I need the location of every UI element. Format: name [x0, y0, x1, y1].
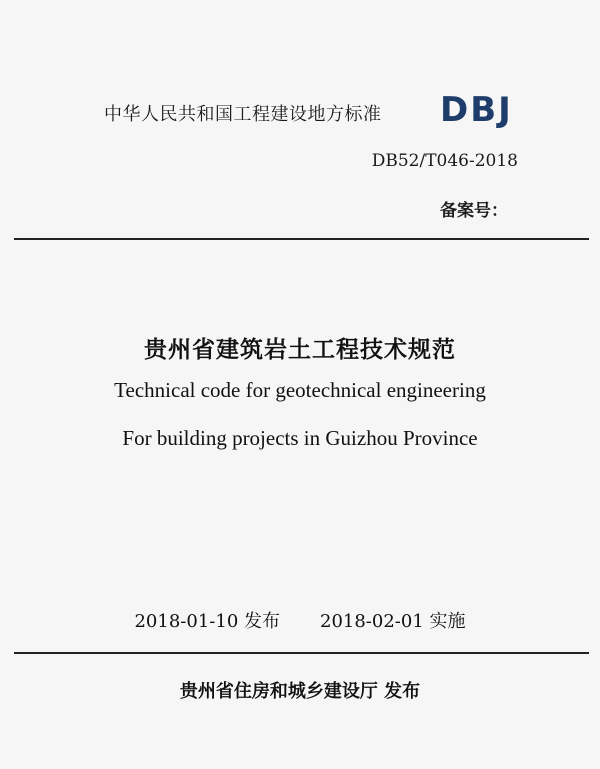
publisher: 贵州省住房和城乡建设厅 发布	[179, 681, 421, 702]
dbj-logo: DBJ	[440, 90, 513, 130]
standard-number: DB52/T046-2018	[371, 151, 518, 171]
document-title-english-line2: For building projects in Guizhou Province	[122, 426, 478, 450]
dates-row	[0, 607, 600, 633]
issue-date: 2018-01-10 发布	[134, 611, 280, 632]
standard-type: 中华人民共和国工程建设地方标准	[104, 104, 382, 125]
top-divider	[14, 238, 589, 240]
filing-number-label: 备案号：	[440, 201, 508, 221]
effective-date: 2018-02-01 实施	[320, 611, 466, 632]
document-title-chinese: 贵州省建筑岩土工程技术规范	[144, 337, 456, 363]
bottom-divider	[14, 652, 589, 654]
document-title-english-line1: Technical code for geotechnical engineering	[114, 378, 486, 402]
